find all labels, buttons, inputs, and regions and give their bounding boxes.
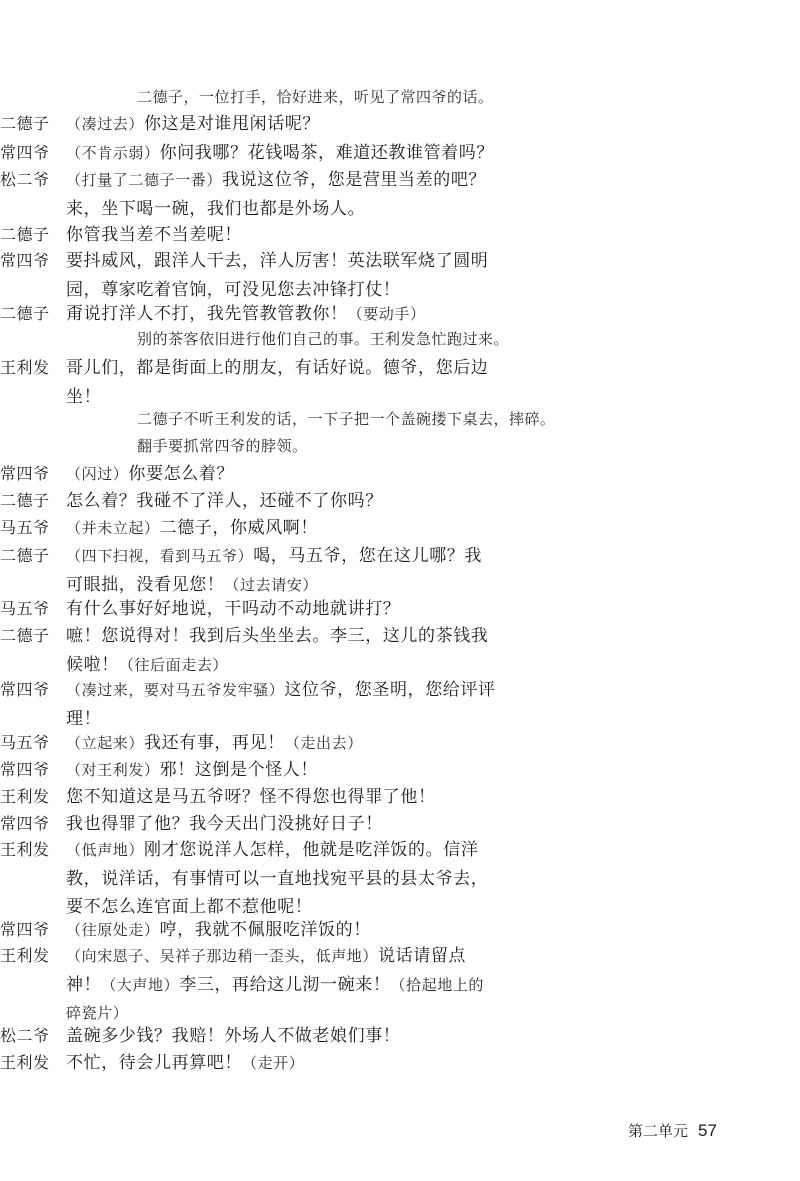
speech: 怎么着？我碰不了洋人，还碰不了你吗？ <box>66 491 383 511</box>
dialog-text <box>66 756 566 785</box>
stage-direction: 二德子，一位打手，恰好进来，听见了常四爷的话。 <box>137 88 494 106</box>
stage-direction: 二德子不听王利发的话，一下子把一个盖碗搂下桌去，摔碎。翻手要抓常四爷的脖领。 <box>137 410 556 455</box>
stage-direction-inline: （往原处走） <box>66 921 160 939</box>
speech: 喝，马五爷，您在这儿哪？我可眼拙，没看见您！ <box>66 546 483 595</box>
stage-direction-inline: （要动手） <box>347 305 426 323</box>
speech: 邪！这倒是个怪人！ <box>159 760 319 780</box>
speaker-name: 二德子 <box>0 304 50 323</box>
speech: 我还有事，再见！ <box>144 733 285 753</box>
dialog-text <box>66 942 496 1028</box>
speech: 您不知道这是马五爷呀？怪不得您也得罪了他！ <box>66 787 436 807</box>
dialog-text <box>66 676 496 733</box>
speech: 嗻！您说得对！我到后头坐坐去。李三，这儿的茶钱我候啦！ <box>66 626 489 675</box>
page-footer <box>628 1120 717 1141</box>
dialog-text <box>66 247 496 304</box>
stage-direction-inline: （凑过来，要对马五爷发牢骚） <box>66 681 285 699</box>
stage-direction-inline: （打量了二德子一番） <box>66 171 223 189</box>
speaker-name: 二德子 <box>0 546 50 565</box>
speech: 我说这位爷，您是营里当差的吧？来，坐下喝一碗，我们也都是外场人。 <box>66 170 487 219</box>
speech: 有什么事好好地说，干吗动不动地就讲打？ <box>66 599 401 619</box>
unit-label: 第二单元 <box>628 1122 689 1140</box>
speech: 哥儿们，都是街面上的朋友，有话好说。德爷，您后边坐！ <box>66 358 489 407</box>
speech: 甭说打洋人不打，我先管教管教你！ <box>66 304 348 324</box>
dialog-text <box>66 916 566 945</box>
dialog-text <box>66 622 496 679</box>
speaker-name: 松二爷 <box>0 170 50 189</box>
stage-direction-inline: （不肯示弱） <box>66 144 160 162</box>
stage-direction-inline: （往后面走去） <box>118 655 229 674</box>
speaker-name: 常四爷 <box>0 760 50 779</box>
speaker-name: 王利发 <box>0 946 50 965</box>
speaker-name: 马五爷 <box>0 733 50 752</box>
page-number: 57 <box>698 1121 717 1140</box>
dialog-text <box>66 487 566 516</box>
stage-direction-inline: （对王利发） <box>66 761 160 779</box>
speech: 你这是对谁甩闲话呢？ <box>144 114 321 134</box>
speech: 刚才您说洋人怎样，他就是吃洋饭的。信洋教，说洋话，有事情可以一直地找宛平县的县太爷去，要不怎么连官面上都不惹他呢！ <box>66 840 489 917</box>
dialog-text <box>66 221 566 250</box>
speaker-name: 常四爷 <box>0 920 50 939</box>
stage-direction-inline: （闪过） <box>66 465 129 483</box>
stage-direction-inline: （走出去） <box>284 734 363 752</box>
speech: 要抖威风，跟洋人干去，洋人厉害！英法联军烧了圆明园，尊家吃着官饷，可没见您去冲锋打仗！ <box>66 251 489 300</box>
speech: 你要怎么着？ <box>128 464 235 484</box>
speech: 哼，我就不佩服吃洋饭的！ <box>159 920 371 940</box>
speaker-name: 二德子 <box>0 225 50 244</box>
dialog-text <box>66 139 566 168</box>
speaker-name: 常四爷 <box>0 143 50 162</box>
stage-direction-inline: （过去请安） <box>224 575 319 594</box>
speech: 我也得罪了他？我今天出门没挑好日子！ <box>66 814 383 834</box>
dialog-text <box>66 514 566 543</box>
speaker-name: 王利发 <box>0 840 50 859</box>
stage-direction-inline: （立起来） <box>66 734 145 752</box>
speaker-name: 松二爷 <box>0 1026 50 1045</box>
dialog-text <box>66 354 496 411</box>
speech: 你管我当差不当差呢！ <box>66 225 242 245</box>
dialog-text <box>66 783 566 812</box>
speaker-name: 常四爷 <box>0 251 50 270</box>
stage-direction-inline: （凑过去） <box>66 115 145 133</box>
stage-direction-inline: （大声地） <box>101 975 180 994</box>
speech: 你问我哪？花钱喝茶，难道还教谁管着吗？ <box>159 143 495 163</box>
speaker-name: 常四爷 <box>0 464 50 483</box>
speaker-name: 马五爷 <box>0 599 50 618</box>
stage-direction-inline: （四下扫视，看到马五爷） <box>66 547 254 565</box>
dialog-text <box>66 110 566 139</box>
stage-direction: 别的茶客依旧进行他们自己的事。王利发急忙跑过来。 <box>137 330 510 348</box>
speaker-name: 王利发 <box>0 358 50 377</box>
dialog-text <box>66 460 566 489</box>
stage-direction-inline: （并未立起） <box>66 519 160 537</box>
dialog-text <box>66 836 496 922</box>
dialog-text <box>66 542 496 599</box>
dialog-text <box>66 300 566 329</box>
speaker-name: 常四爷 <box>0 680 50 699</box>
speaker-name: 二德子 <box>0 491 50 510</box>
speech: 不忙，待会儿再算吧！ <box>66 1053 242 1073</box>
dialog-text <box>66 729 566 758</box>
dialog-text <box>66 1022 566 1051</box>
speaker-name: 王利发 <box>0 787 50 806</box>
speaker-name: 常四爷 <box>0 814 50 833</box>
speech: 李三，再给这儿沏一碗来！ <box>179 974 391 995</box>
stage-direction-inline: （低声地） <box>66 841 145 859</box>
speech: 盖碗多少钱？我赔！外场人不做老娘们事！ <box>66 1026 401 1046</box>
speaker-name: 马五爷 <box>0 518 50 537</box>
speech: 说话请留点神！ <box>66 946 467 995</box>
speech: 二德子，你威风啊！ <box>159 518 319 538</box>
speech: 这位爷，您圣明，您给评评理！ <box>66 680 496 729</box>
dialog-text <box>66 1049 566 1078</box>
dialog-text <box>66 166 496 223</box>
speaker-name: 王利发 <box>0 1053 50 1072</box>
stage-direction-inline: （走开） <box>242 1054 305 1072</box>
speaker-name: 二德子 <box>0 626 50 645</box>
dialog-text <box>66 810 566 839</box>
dialog-text <box>66 595 566 624</box>
stage-direction-inline: （向宋恩子、吴祥子那边稍一歪头，低声地） <box>66 947 379 965</box>
stage-direction-inline: （拾起地上的碎瓷片） <box>66 975 485 1022</box>
speaker-name: 二德子 <box>0 114 50 133</box>
